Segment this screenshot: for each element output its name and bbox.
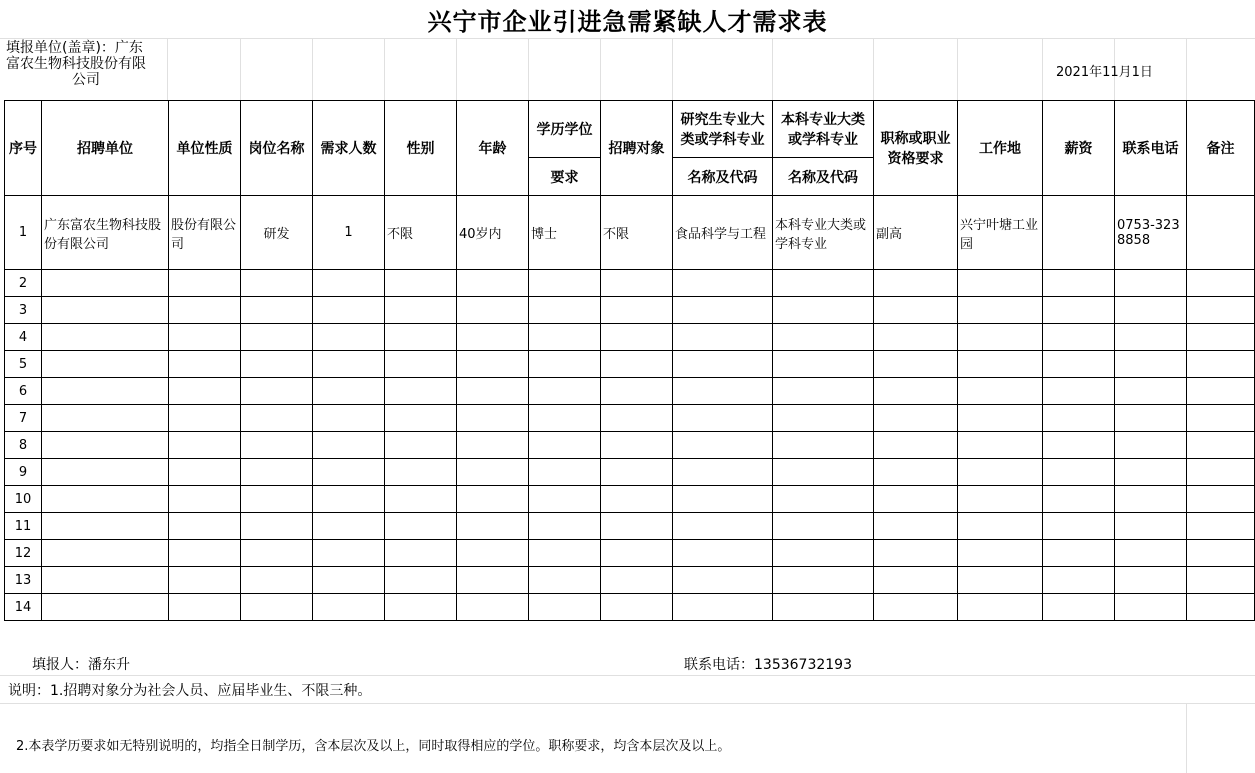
cell-empty[interactable] — [529, 432, 601, 459]
cell-empty[interactable] — [1187, 378, 1255, 405]
cell-empty[interactable] — [673, 351, 773, 378]
header-edu-top[interactable]: 学历学位 — [529, 101, 601, 158]
cell-empty[interactable] — [529, 324, 601, 351]
cell-empty[interactable] — [1115, 324, 1187, 351]
cell-empty[interactable] — [1043, 351, 1115, 378]
cell-empty[interactable] — [457, 567, 529, 594]
cell-empty[interactable] — [601, 459, 673, 486]
cell-empty[interactable] — [1043, 540, 1115, 567]
cell-empty[interactable] — [529, 297, 601, 324]
header-position[interactable]: 岗位名称 — [241, 101, 313, 196]
cell-empty[interactable] — [874, 432, 958, 459]
cell-empty[interactable] — [958, 486, 1043, 513]
reporting-unit-line2: 富农生物科技股份有限 — [6, 56, 146, 72]
cell-empty[interactable] — [241, 405, 313, 432]
cell-empty[interactable] — [529, 594, 601, 621]
cell-empty[interactable] — [601, 486, 673, 513]
cell-empty[interactable] — [385, 513, 457, 540]
cell-salary[interactable] — [1043, 196, 1115, 270]
cell-empty[interactable] — [313, 297, 385, 324]
cell-empty[interactable] — [385, 432, 457, 459]
cell-empty[interactable] — [42, 513, 169, 540]
cell-empty[interactable] — [457, 459, 529, 486]
cell-empty[interactable] — [1187, 351, 1255, 378]
cell-empty[interactable] — [313, 378, 385, 405]
cell-empty[interactable] — [529, 486, 601, 513]
cell-empty[interactable] — [673, 378, 773, 405]
cell-empty[interactable] — [601, 567, 673, 594]
cell-empty[interactable] — [673, 270, 773, 297]
cell-empty[interactable] — [874, 324, 958, 351]
cell-remark[interactable] — [1187, 196, 1255, 270]
cell-target[interactable]: 不限 — [601, 196, 673, 270]
cell-empty[interactable] — [601, 297, 673, 324]
cell-empty[interactable] — [529, 405, 601, 432]
cell-empty[interactable] — [958, 324, 1043, 351]
cell-empty[interactable] — [1043, 270, 1115, 297]
cell-empty[interactable] — [1115, 567, 1187, 594]
cell-empty[interactable] — [773, 594, 874, 621]
header-remark[interactable]: 备注 — [1187, 101, 1255, 196]
cell-empty[interactable] — [457, 351, 529, 378]
cell-seq[interactable]: 7 — [5, 405, 42, 432]
table-row — [5, 297, 1255, 324]
cell-empty[interactable] — [874, 594, 958, 621]
cell-empty[interactable] — [773, 378, 874, 405]
cell-seq[interactable]: 6 — [5, 378, 42, 405]
cell-empty[interactable] — [169, 351, 241, 378]
cell-seq[interactable]: 2 — [5, 270, 42, 297]
header-title-req[interactable]: 职称或职业资格要求 — [874, 101, 958, 196]
header-location[interactable]: 工作地 — [958, 101, 1043, 196]
cell-empty[interactable] — [601, 594, 673, 621]
cell-empty[interactable] — [1043, 405, 1115, 432]
table-row — [5, 405, 1255, 432]
cell-empty[interactable] — [457, 297, 529, 324]
cell-seq[interactable]: 14 — [5, 594, 42, 621]
header-company[interactable]: 招聘单位 — [42, 101, 169, 196]
cell-empty[interactable] — [1043, 459, 1115, 486]
cell-empty[interactable] — [42, 594, 169, 621]
cell-empty[interactable] — [1187, 297, 1255, 324]
cell-empty[interactable] — [1187, 270, 1255, 297]
cell-empty[interactable] — [773, 432, 874, 459]
cell-empty[interactable] — [313, 459, 385, 486]
cell-empty[interactable] — [241, 297, 313, 324]
filler-contact: 联系电话：13536732193 — [684, 657, 852, 673]
table-row — [5, 567, 1255, 594]
cell-empty[interactable] — [673, 432, 773, 459]
cell-empty[interactable] — [1043, 378, 1115, 405]
cell-empty[interactable] — [773, 513, 874, 540]
cell-empty[interactable] — [169, 432, 241, 459]
cell-empty[interactable] — [457, 405, 529, 432]
cell-empty[interactable] — [42, 351, 169, 378]
cell-empty[interactable] — [1187, 567, 1255, 594]
cell-empty[interactable] — [241, 378, 313, 405]
cell-empty[interactable] — [241, 540, 313, 567]
cell-empty[interactable] — [313, 432, 385, 459]
cell-empty[interactable] — [385, 594, 457, 621]
cell-empty[interactable] — [169, 297, 241, 324]
cell-count[interactable]: 1 — [313, 196, 385, 270]
cell-empty[interactable] — [958, 378, 1043, 405]
cell-empty[interactable] — [457, 594, 529, 621]
cell-seq[interactable]: 8 — [5, 432, 42, 459]
cell-empty[interactable] — [241, 567, 313, 594]
cell-empty[interactable] — [874, 270, 958, 297]
cell-empty[interactable] — [529, 567, 601, 594]
cell-empty[interactable] — [457, 324, 529, 351]
cell-empty[interactable] — [529, 459, 601, 486]
demand-table — [4, 100, 1255, 621]
cell-empty[interactable] — [1043, 567, 1115, 594]
reporting-unit — [6, 40, 166, 88]
cell-empty[interactable] — [457, 432, 529, 459]
cell-empty[interactable] — [773, 486, 874, 513]
cell-empty[interactable] — [313, 540, 385, 567]
table-row — [5, 486, 1255, 513]
cell-empty[interactable] — [1187, 459, 1255, 486]
cell-empty[interactable] — [169, 594, 241, 621]
cell-empty[interactable] — [1115, 459, 1187, 486]
cell-empty[interactable] — [529, 540, 601, 567]
cell-empty[interactable] — [385, 378, 457, 405]
cell-empty[interactable] — [385, 324, 457, 351]
cell-seq[interactable]: 4 — [5, 324, 42, 351]
cell-empty[interactable] — [529, 351, 601, 378]
cell-empty[interactable] — [1115, 513, 1187, 540]
cell-empty[interactable] — [673, 486, 773, 513]
cell-empty[interactable] — [241, 432, 313, 459]
cell-empty[interactable] — [874, 513, 958, 540]
cell-empty[interactable] — [385, 459, 457, 486]
cell-seq[interactable]: 11 — [5, 513, 42, 540]
cell-empty[interactable] — [169, 270, 241, 297]
cell-empty[interactable] — [529, 270, 601, 297]
cell-empty[interactable] — [169, 567, 241, 594]
cell-empty[interactable] — [601, 351, 673, 378]
cell-empty[interactable] — [241, 351, 313, 378]
cell-empty[interactable] — [1187, 513, 1255, 540]
cell-empty[interactable] — [313, 513, 385, 540]
cell-empty[interactable] — [874, 351, 958, 378]
cell-seq[interactable]: 13 — [5, 567, 42, 594]
cell-empty[interactable] — [673, 324, 773, 351]
cell-empty[interactable] — [773, 567, 874, 594]
header-salary[interactable]: 薪资 — [1043, 101, 1115, 196]
cell-empty[interactable] — [1115, 297, 1187, 324]
table-row — [5, 324, 1255, 351]
cell-seq[interactable]: 1 — [5, 196, 42, 270]
cell-empty[interactable] — [1115, 486, 1187, 513]
cell-empty[interactable] — [529, 378, 601, 405]
cell-empty[interactable] — [529, 513, 601, 540]
cell-empty[interactable] — [673, 567, 773, 594]
cell-empty[interactable] — [241, 513, 313, 540]
cell-empty[interactable] — [313, 324, 385, 351]
cell-empty[interactable] — [874, 378, 958, 405]
cell-empty[interactable] — [313, 594, 385, 621]
cell-location[interactable]: 兴宁叶塘工业园 — [958, 196, 1043, 270]
cell-empty[interactable] — [457, 378, 529, 405]
cell-under[interactable]: 本科专业大类或学科专业 — [773, 196, 874, 270]
cell-seq[interactable]: 9 — [5, 459, 42, 486]
cell-empty[interactable] — [385, 540, 457, 567]
cell-seq[interactable]: 3 — [5, 297, 42, 324]
cell-empty[interactable] — [601, 378, 673, 405]
header-phone[interactable]: 联系电话 — [1115, 101, 1187, 196]
cell-empty[interactable] — [1115, 432, 1187, 459]
cell-empty[interactable] — [1115, 594, 1187, 621]
cell-empty[interactable] — [457, 486, 529, 513]
cell-empty[interactable] — [958, 594, 1043, 621]
cell-empty[interactable] — [42, 540, 169, 567]
cell-empty[interactable] — [673, 459, 773, 486]
header-seq[interactable]: 序号 — [5, 101, 42, 196]
table-row — [5, 378, 1255, 405]
cell-empty[interactable] — [874, 459, 958, 486]
cell-empty[interactable] — [1187, 432, 1255, 459]
cell-empty[interactable] — [958, 351, 1043, 378]
cell-empty[interactable] — [313, 351, 385, 378]
cell-empty[interactable] — [457, 270, 529, 297]
cell-empty[interactable] — [241, 594, 313, 621]
cell-empty[interactable] — [601, 324, 673, 351]
header-grad-bottom[interactable]: 名称及代码 — [673, 158, 773, 196]
cell-empty[interactable] — [385, 486, 457, 513]
cell-grad[interactable]: 食品科学与工程 — [673, 196, 773, 270]
cell-empty[interactable] — [958, 405, 1043, 432]
cell-empty[interactable] — [874, 297, 958, 324]
report-date: 2021年11月1日 — [1056, 65, 1153, 80]
cell-empty[interactable] — [385, 405, 457, 432]
cell-empty[interactable] — [673, 297, 773, 324]
cell-empty[interactable] — [1043, 324, 1115, 351]
cell-empty[interactable] — [457, 513, 529, 540]
cell-empty[interactable] — [1043, 486, 1115, 513]
cell-empty[interactable] — [1115, 270, 1187, 297]
sheet-title: 兴宁市企业引进急需紧缺人才需求表 — [427, 6, 828, 36]
cell-seq[interactable]: 12 — [5, 540, 42, 567]
cell-empty[interactable] — [773, 540, 874, 567]
cell-empty[interactable] — [457, 540, 529, 567]
cell-empty[interactable] — [42, 459, 169, 486]
cell-empty[interactable] — [601, 513, 673, 540]
cell-empty[interactable] — [601, 432, 673, 459]
cell-empty[interactable] — [1043, 513, 1115, 540]
cell-empty[interactable] — [1187, 405, 1255, 432]
table-row — [5, 594, 1255, 621]
cell-empty[interactable] — [313, 567, 385, 594]
cell-empty[interactable] — [169, 540, 241, 567]
cell-empty[interactable] — [773, 324, 874, 351]
cell-nature[interactable]: 股份有限公司 — [169, 196, 241, 270]
cell-age[interactable]: 40岁内 — [457, 196, 529, 270]
cell-empty[interactable] — [874, 567, 958, 594]
header-grad-top[interactable]: 研究生专业大类或学科专业 — [673, 101, 773, 158]
cell-empty[interactable] — [313, 405, 385, 432]
cell-position[interactable]: 研发 — [241, 196, 313, 270]
cell-empty[interactable] — [169, 405, 241, 432]
cell-empty[interactable] — [169, 513, 241, 540]
cell-empty[interactable] — [958, 297, 1043, 324]
table-row — [5, 459, 1255, 486]
cell-empty[interactable] — [673, 594, 773, 621]
cell-title-req[interactable]: 副高 — [874, 196, 958, 270]
cell-empty[interactable] — [313, 270, 385, 297]
cell-empty[interactable] — [1187, 540, 1255, 567]
cell-edu[interactable]: 博士 — [529, 196, 601, 270]
cell-empty[interactable] — [42, 324, 169, 351]
cell-empty[interactable] — [313, 486, 385, 513]
cell-empty[interactable] — [958, 270, 1043, 297]
cell-empty[interactable] — [1187, 486, 1255, 513]
cell-empty[interactable] — [1115, 351, 1187, 378]
cell-empty[interactable] — [241, 486, 313, 513]
cell-empty[interactable] — [1187, 324, 1255, 351]
cell-empty[interactable] — [601, 540, 673, 567]
table-row — [5, 432, 1255, 459]
header-edu-bottom[interactable]: 要求 — [529, 158, 601, 196]
cell-empty[interactable] — [1187, 594, 1255, 621]
cell-seq[interactable]: 10 — [5, 486, 42, 513]
cell-empty[interactable] — [773, 351, 874, 378]
cell-empty[interactable] — [874, 486, 958, 513]
cell-empty[interactable] — [42, 567, 169, 594]
cell-empty[interactable] — [42, 297, 169, 324]
cell-empty[interactable] — [874, 540, 958, 567]
header-count[interactable]: 需求人数 — [313, 101, 385, 196]
cell-empty[interactable] — [42, 405, 169, 432]
header-target[interactable]: 招聘对象 — [601, 101, 673, 196]
cell-empty[interactable] — [169, 486, 241, 513]
cell-phone[interactable]: 0753-3238858 — [1115, 196, 1187, 270]
header-nature[interactable]: 单位性质 — [169, 101, 241, 196]
cell-empty[interactable] — [385, 567, 457, 594]
cell-company[interactable]: 广东富农生物科技股份有限公司 — [42, 196, 169, 270]
cell-empty[interactable] — [1115, 378, 1187, 405]
cell-empty[interactable] — [773, 405, 874, 432]
cell-empty[interactable] — [385, 351, 457, 378]
cell-empty[interactable] — [169, 378, 241, 405]
cell-empty[interactable] — [42, 378, 169, 405]
cell-seq[interactable]: 5 — [5, 351, 42, 378]
cell-empty[interactable] — [601, 270, 673, 297]
cell-empty[interactable] — [773, 297, 874, 324]
cell-empty[interactable] — [1043, 594, 1115, 621]
cell-empty[interactable] — [673, 540, 773, 567]
cell-empty[interactable] — [42, 432, 169, 459]
cell-empty[interactable] — [773, 459, 874, 486]
header-under-bottom[interactable]: 名称及代码 — [773, 158, 874, 196]
cell-empty[interactable] — [958, 459, 1043, 486]
cell-empty[interactable] — [241, 459, 313, 486]
note-2: 2.本表学历要求如无特别说明的，均指全日制学历，含本层次及以上，同时取得相应的学位。职称要求，均含本层次及以上。 — [16, 739, 731, 754]
cell-empty[interactable] — [1115, 405, 1187, 432]
filler-name: 填报人：潘东升 — [32, 657, 130, 673]
cell-empty[interactable] — [385, 297, 457, 324]
cell-empty[interactable] — [241, 324, 313, 351]
note-1: 说明：1.招聘对象分为社会人员、应届毕业生、不限三种。 — [8, 683, 372, 699]
header-age[interactable]: 年龄 — [457, 101, 529, 196]
cell-empty[interactable] — [169, 459, 241, 486]
cell-empty[interactable] — [773, 270, 874, 297]
cell-empty[interactable] — [958, 513, 1043, 540]
cell-empty[interactable] — [673, 405, 773, 432]
cell-empty[interactable] — [958, 567, 1043, 594]
cell-empty[interactable] — [958, 540, 1043, 567]
reporting-unit-line1: 填报单位(盖章)：广东 — [6, 40, 143, 56]
cell-empty[interactable] — [42, 270, 169, 297]
cell-empty[interactable] — [673, 513, 773, 540]
table-row — [5, 270, 1255, 297]
cell-empty[interactable] — [385, 270, 457, 297]
cell-empty[interactable] — [241, 270, 313, 297]
cell-empty[interactable] — [1043, 432, 1115, 459]
table-row — [5, 196, 1255, 270]
cell-empty[interactable] — [874, 405, 958, 432]
cell-empty[interactable] — [958, 432, 1043, 459]
table-row — [5, 540, 1255, 567]
cell-empty[interactable] — [1115, 540, 1187, 567]
reporting-unit-line3: 公司 — [72, 72, 100, 88]
table-row — [5, 351, 1255, 378]
cell-empty[interactable] — [1043, 297, 1115, 324]
header-under-top[interactable]: 本科专业大类或学科专业 — [773, 101, 874, 158]
cell-gender[interactable]: 不限 — [385, 196, 457, 270]
header-gender[interactable]: 性别 — [385, 101, 457, 196]
cell-empty[interactable] — [42, 486, 169, 513]
cell-empty[interactable] — [601, 405, 673, 432]
table-row — [5, 513, 1255, 540]
cell-empty[interactable] — [169, 324, 241, 351]
